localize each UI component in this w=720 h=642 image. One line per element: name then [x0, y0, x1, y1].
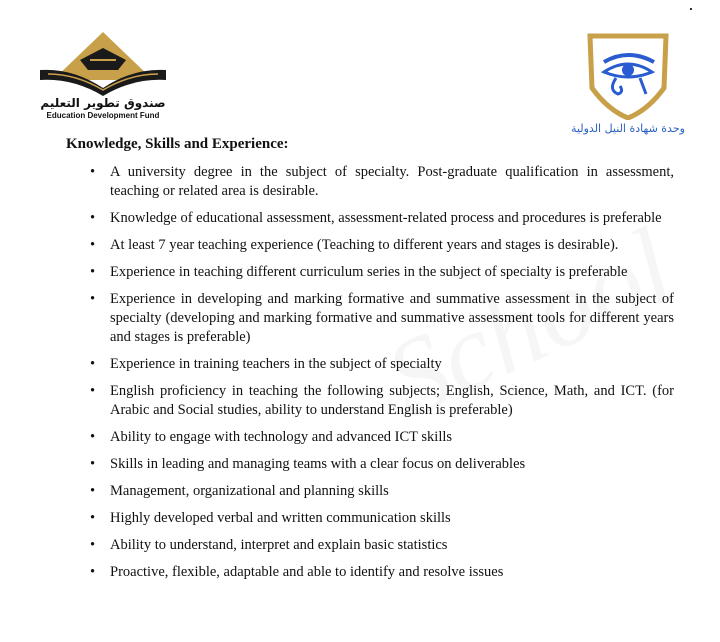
list-item: • Knowledge of educational assessment, assessment-related process and procedures is preferable — [110, 209, 674, 228]
list-item: • Highly developed verbal and written communication skills — [110, 509, 674, 528]
list-item: • Experience in teaching different curriculum series in the subject of specialty is preferable — [110, 263, 674, 282]
nile-certificate-logo — [568, 32, 688, 142]
requirements-list — [78, 163, 674, 590]
list-item: • English proficiency in teaching the following subjects; English, Science, Math, and ICT. (for Arabic and Social studies, ability to understand English is preferable) — [110, 382, 674, 420]
list-item: • Skills in leading and managing teams with a clear focus on deliverables — [110, 455, 674, 474]
logo-arabic-text: وحدة شهادة النيل الدولية — [571, 122, 685, 135]
list-item: • At least 7 year teaching experience (Teaching to different years and stages is desirable). — [110, 236, 674, 255]
logo-english-text: Education Development Fund — [46, 111, 160, 120]
list-item: • A university degree in the subject of specialty. Post-graduate qualification in assessment, teaching or related area is desirable. — [110, 163, 674, 201]
handshake-book-icon — [28, 30, 178, 98]
list-item: • Ability to engage with technology and advanced ICT skills — [110, 428, 674, 447]
list-item: • Experience in training teachers in the subject of specialty — [110, 355, 674, 374]
speck — [690, 8, 692, 10]
eye-of-horus-shield-icon — [568, 32, 688, 120]
list-item: • Proactive, flexible, adaptable and able to identify and resolve issues — [110, 563, 674, 582]
list-item: • Experience in developing and marking formative and summative assessment in the subject of specialty (developing and marking formative and summative assessment tools for different years and stages is preferable) — [110, 290, 674, 347]
list-item: • Management, organizational and planning skills — [110, 482, 674, 501]
list-item: • Ability to understand, interpret and explain basic statistics — [110, 536, 674, 555]
education-development-fund-logo — [28, 30, 178, 125]
section-heading: Knowledge, Skills and Experience: — [66, 136, 289, 152]
logo-arabic-text: صندوق تطوير التعليم — [40, 96, 166, 110]
